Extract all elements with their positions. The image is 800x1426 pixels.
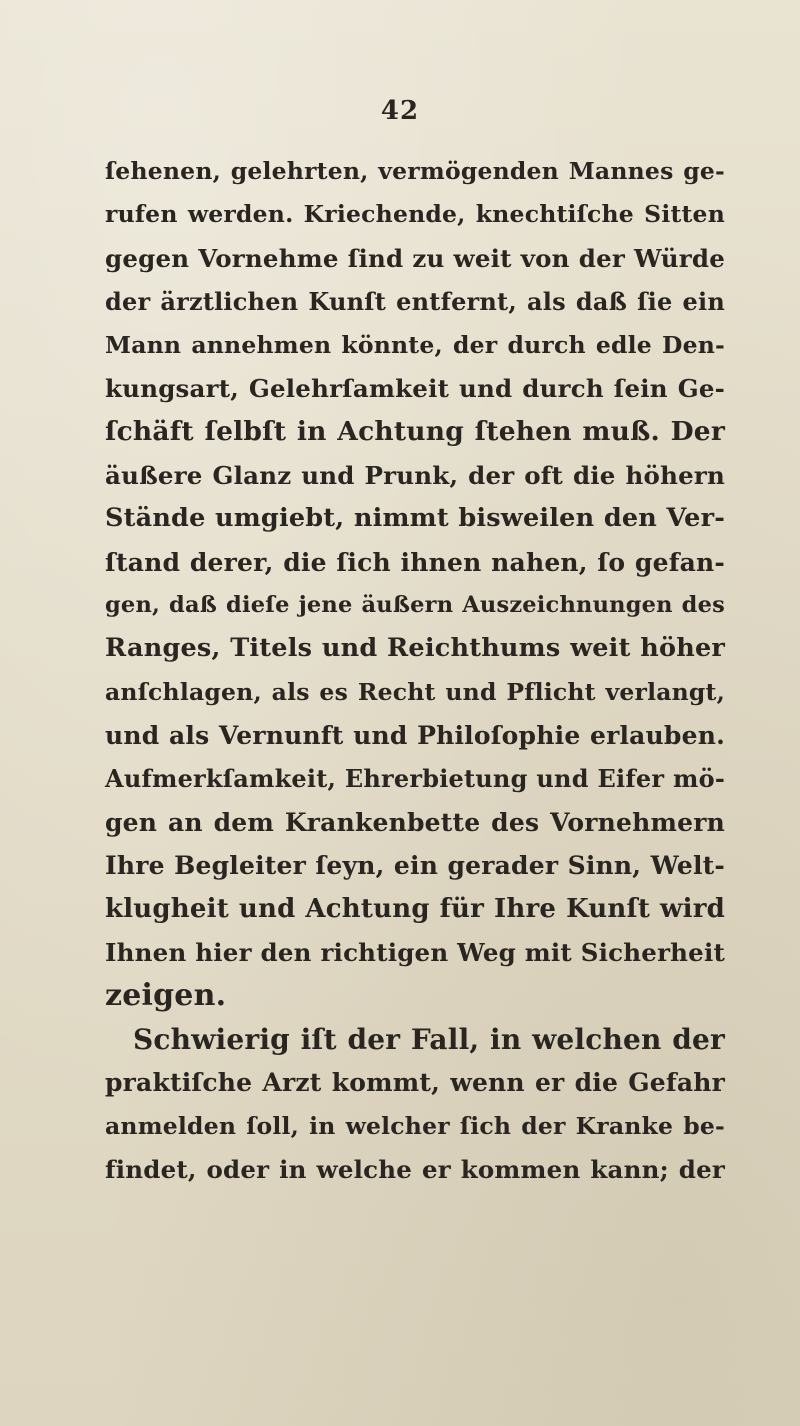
text-line-3: gegen Vornehme ſind zu weit von der Würde — [105, 243, 725, 273]
text-line-20: zeigen. — [105, 978, 227, 1014]
text-line-18: klugheit und Achtung für Ihre Kunſt wird — [105, 893, 725, 924]
text-line-9: Stände umgiebt, nimmt bisweilen den Ver- — [105, 503, 725, 534]
text-line-24: findet, oder in welche er kommen kann; der — [105, 1154, 725, 1184]
text-line-13: anſchlagen, als es Recht und Pflicht verlangt, — [105, 677, 725, 706]
text-line-16: gen an dem Krankenbette des Vornehmern — [105, 807, 725, 837]
text-line-6: kungsart, Gelehrſamkeit und durch ſein Ge- — [105, 373, 725, 403]
page-number: 42 — [380, 96, 420, 126]
text-line-17: Ihre Begleiter ſeyn, ein gerader Sinn, Welt- — [105, 851, 725, 881]
text-line-10: ſtand derer, die ſich ihnen nahen, ſo gefan- — [105, 547, 725, 577]
text-line-7: ſchäft ſelbſt in Achtung ſtehen muß. Der — [105, 416, 725, 448]
text-line-23: anmelden ſoll, in welcher ſich der Kranke be- — [105, 1111, 725, 1140]
text-line-2: rufen werden. Kriechende, knechtiſche Sitten — [105, 200, 725, 229]
body-text — [105, 150, 725, 1191]
text-line-19: Ihnen hier den richtigen Weg mit Sicherheit — [105, 938, 725, 968]
text-line-14: und als Vernunft und Philoſophie erlauben. — [105, 721, 725, 751]
text-line-5: Mann annehmen könnte, der durch edle Den- — [105, 330, 725, 359]
text-line-15: Aufmerkſamkeit, Ehrerbietung und Eifer mö- — [105, 764, 725, 794]
text-line-8: äußere Glanz und Prunk, der oft die höhern — [105, 460, 725, 490]
text-line-1: ſehenen, gelehrten, vermögenden Mannes ge- — [105, 157, 725, 185]
text-line-4: der ärztlichen Kunſt entfernt, als daß ſie ein — [105, 287, 725, 317]
text-line-11: gen, daß dieſe jene äußern Auszeichnungen des — [105, 591, 725, 618]
text-line-22: praktiſche Arzt kommt, wenn er die Gefahr — [105, 1068, 725, 1098]
text-line-12: Ranges, Titels und Reichthums weit höher — [105, 633, 725, 664]
text-line-21: Schwierig iſt der Fall, in welchen der — [133, 1022, 725, 1056]
